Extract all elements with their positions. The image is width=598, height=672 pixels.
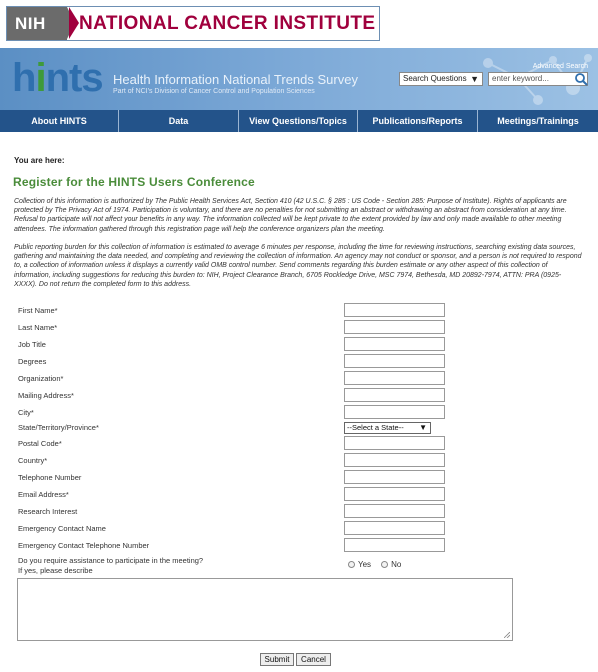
advanced-search-link[interactable]: Advanced Search bbox=[532, 63, 588, 70]
main-nav bbox=[0, 110, 598, 132]
email-field[interactable] bbox=[344, 487, 445, 501]
page-title: Register for the HINTS Users Conference bbox=[13, 175, 255, 189]
cancel-button[interactable]: Cancel bbox=[296, 653, 331, 666]
search-icon[interactable] bbox=[574, 72, 588, 86]
hints-banner bbox=[0, 48, 598, 110]
first-name-label: First Name* bbox=[18, 306, 58, 315]
emergency-contact-phone-label: Emergency Contact Telephone Number bbox=[18, 541, 150, 550]
search-scope-select[interactable] bbox=[399, 72, 483, 86]
assistance-question bbox=[18, 556, 203, 575]
nih-badge: NIH bbox=[7, 7, 67, 40]
research-interest-label: Research Interest bbox=[18, 507, 78, 516]
breadcrumb: You are here: bbox=[14, 156, 65, 165]
emergency-contact-name-label: Emergency Contact Name bbox=[18, 524, 106, 533]
hints-logo[interactable]: hints bbox=[12, 56, 103, 100]
nci-name: NATIONAL CANCER INSTITUTE bbox=[79, 12, 376, 34]
nav-about-hints[interactable]: About HINTS bbox=[0, 110, 119, 132]
city-field[interactable] bbox=[344, 405, 445, 419]
survey-title: Health Information National Trends Survey bbox=[113, 72, 358, 87]
last-name-label: Last Name* bbox=[18, 323, 58, 332]
job-title-label: Job Title bbox=[18, 340, 46, 349]
resize-grip-icon[interactable] bbox=[504, 632, 510, 638]
state-label: State/Territory/Province* bbox=[18, 423, 99, 432]
nav-meetings[interactable]: Meetings/Trainings bbox=[497, 116, 579, 126]
assistance-question-text: Do you require assistance to participate in the meeting? bbox=[18, 556, 204, 565]
chevron-down-icon: ▼ bbox=[419, 423, 427, 432]
radio-yes[interactable] bbox=[348, 561, 355, 568]
country-field[interactable] bbox=[344, 453, 445, 467]
email-label: Email Address* bbox=[18, 490, 69, 499]
degrees-label: Degrees bbox=[18, 357, 47, 366]
burden-paragraph: Public reporting burden for this collection of information is estimated to average 6 minutes per response, including the time for reviewing instructions, searching existing data sources, gathering and maintaining the data needed, and completing and reviewing the collection of information. An agency may not conduct or sponsor, and a person is not required to respond to, a collection of information unless it displays a currently valid OMB control number. Send comments regarding this burden estimate or any other aspect of this collection of information, including suggestions for reducing this burden to: NIH, Project Clearance Branch, 6705 Rockledge Drive, MSC 7974, Bethesda, MD 20892-7974, ATTN: PRA (0925-XXXX). Do not return the completed form to this address. bbox=[14, 244, 582, 288]
organization-field[interactable] bbox=[344, 371, 445, 385]
postal-code-label: Postal Code* bbox=[18, 439, 62, 448]
submit-button[interactable]: Submit bbox=[260, 653, 294, 666]
job-title-field[interactable] bbox=[344, 337, 445, 351]
authorization-paragraph: Collection of this information is authorized by The Public Health Services Act, Section 410 (42 U.S.C. § 285 : US Code - Section 285: Purpose of Institute). Rights of applicants are protected by The Privacy Act of 1974. Participation is voluntary, and there are no penalties for not submitting an abstract or withdrawing an abstract from consideration at any time. Refusal to participate will not affect your benefits in any way. The information collected will be kept private to the extent provided by law and only made available to other meeting attendees. The information gathered through this registration page will help the conference organizers plan the meeting. bbox=[14, 198, 567, 233]
radio-no-label: No bbox=[391, 560, 402, 569]
state-select[interactable] bbox=[344, 422, 431, 434]
search-scope-value: Search Questions bbox=[403, 74, 467, 83]
state-select-value: --Select a State-- bbox=[347, 423, 404, 432]
first-name-field[interactable] bbox=[344, 303, 445, 317]
nav-view-questions[interactable]: View Questions/Topics bbox=[239, 110, 358, 132]
radio-no[interactable] bbox=[381, 561, 388, 568]
degrees-field[interactable] bbox=[344, 354, 445, 368]
assistance-followup-text: If yes, please describe bbox=[18, 565, 93, 575]
assistance-description-textarea[interactable] bbox=[17, 578, 513, 641]
research-interest-field[interactable] bbox=[344, 504, 445, 518]
nih-logo[interactable] bbox=[6, 6, 380, 41]
survey-subtitle: Part of NCI's Division of Cancer Control and Population Sciences bbox=[113, 88, 315, 95]
emergency-contact-phone-field[interactable] bbox=[344, 538, 445, 552]
telephone-label: Telephone Number bbox=[18, 473, 82, 482]
nih-header bbox=[0, 0, 598, 48]
search-input[interactable]: enter keyword... bbox=[488, 72, 588, 86]
country-label: Country* bbox=[18, 456, 48, 465]
mailing-address-label: Mailing Address* bbox=[18, 391, 74, 400]
organization-label: Organization* bbox=[18, 374, 64, 383]
emergency-contact-name-field[interactable] bbox=[344, 521, 445, 535]
postal-code-field[interactable] bbox=[344, 436, 445, 450]
mailing-address-field[interactable] bbox=[344, 388, 445, 402]
telephone-field[interactable] bbox=[344, 470, 445, 484]
chevron-down-icon: ▼ bbox=[470, 74, 479, 84]
nav-publications[interactable]: Publications/Reports bbox=[358, 110, 478, 132]
nav-data[interactable]: Data bbox=[119, 110, 239, 132]
assistance-radio-group bbox=[348, 560, 401, 569]
last-name-field[interactable] bbox=[344, 320, 445, 334]
city-label: City* bbox=[18, 408, 34, 417]
radio-yes-label: Yes bbox=[358, 560, 372, 569]
